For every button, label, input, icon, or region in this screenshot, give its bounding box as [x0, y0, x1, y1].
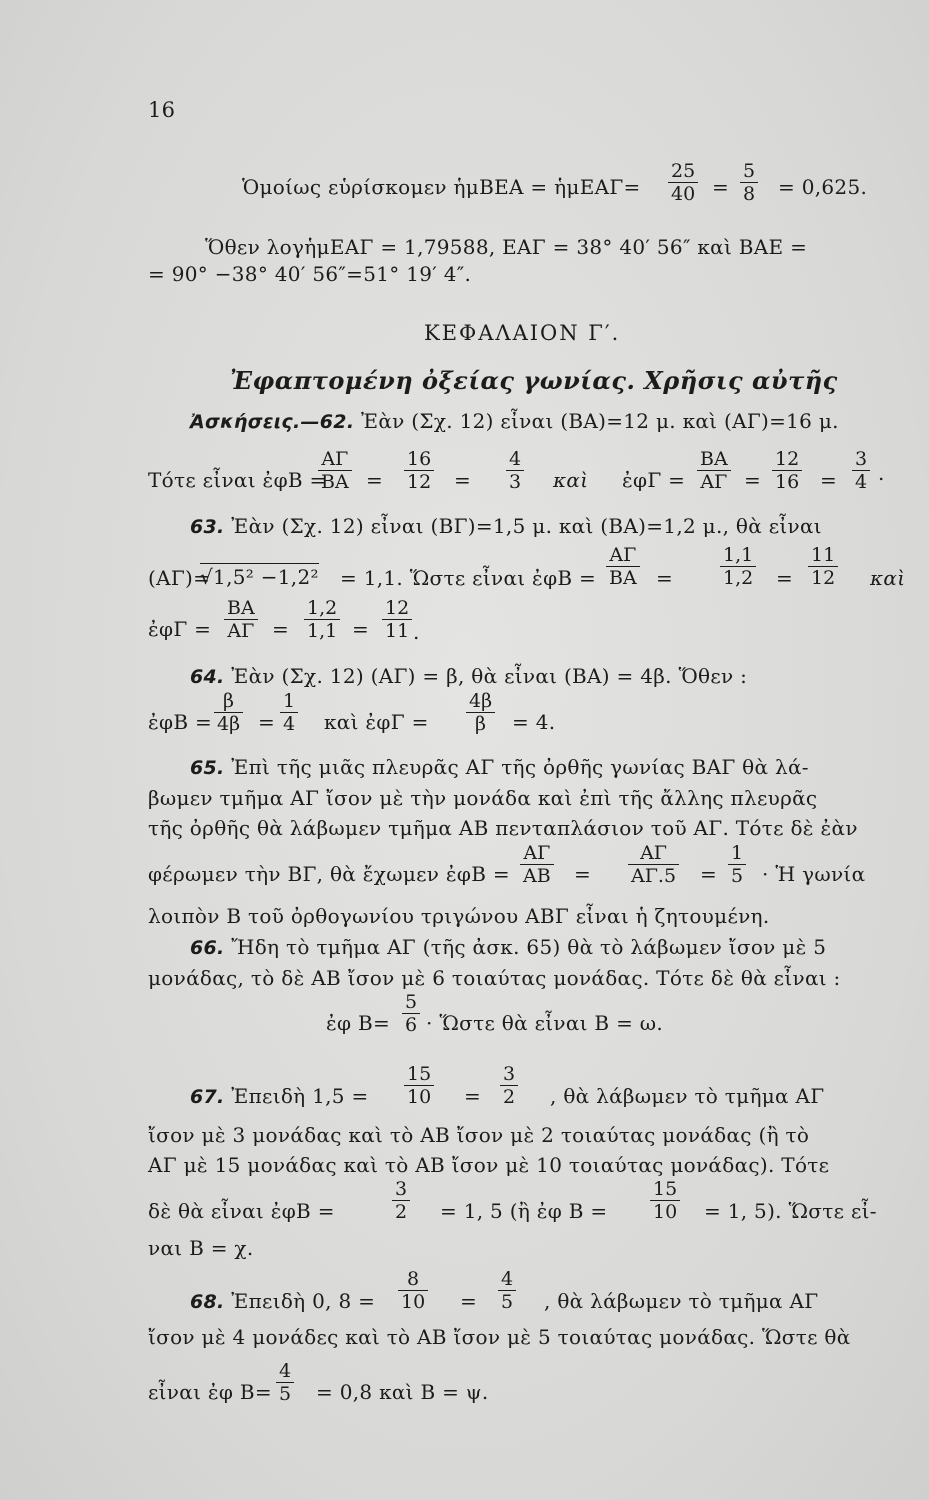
text-line: Ὁμοίως εὑρίσκομεν ἡμΒΕΑ = ἡμΕΑΓ=	[242, 175, 641, 199]
fraction: $\frac{25}{40}$	[668, 160, 698, 205]
text-line: λοιπὸν Β τοῦ ὀρθογωνίου τριγώνου ΑΒΓ εἶναι ἡ ζητουμένη.	[148, 904, 770, 928]
fraction: $\frac{4\beta}{\beta}$	[466, 690, 495, 735]
fraction: $\frac{15}{10}$	[404, 1063, 434, 1108]
text-line: μονάδας, τὸ δὲ ΑΒ ἴσον μὲ 6 τοιαύτας μονάδας. Τότε δὲ θὰ εἶναι :	[148, 966, 841, 990]
fraction: $\frac{8}{10}$	[398, 1268, 428, 1313]
fraction: $\frac{4}{5}$	[276, 1360, 294, 1405]
section-title: Ἐφαπτομένη ὀξείας γωνίας. Χρῆσις αὐτῆς	[230, 366, 838, 395]
page-number: 16	[148, 98, 176, 122]
text-line: Ὅθεν λογἡμΕΑΓ = 1,79588, ΕΑΓ = 38° 40′ 56″ καὶ ΒΑΕ =	[205, 235, 808, 259]
exercise-63: 63. Ἐὰν (Σχ. 12) εἶναι (ΒΓ)=1,5 μ. καὶ (ΒΑ)=1,2 μ., θὰ εἶναι	[190, 514, 822, 538]
fraction: $\frac{BA}{A\Gamma}$	[224, 597, 258, 642]
fraction: $\frac{11}{12}$	[808, 544, 838, 589]
exercise-67: 67. Ἐπειδὴ 1,5 =	[190, 1084, 369, 1108]
exercise-62: Ἀσκήσεις.—62. Ἐὰν (Σχ. 12) εἶναι (ΒΑ)=12 μ. καὶ (ΑΓ)=16 μ.	[190, 409, 839, 433]
fraction: $\frac{A\Gamma}{AB}$	[520, 842, 554, 887]
exercise-65: 65. Ἐπὶ τῆς μιᾶς πλευρᾶς ΑΓ τῆς ὀρθῆς γωνίας ΒΑΓ θὰ λά-	[190, 755, 809, 779]
exercise-68: 68. Ἐπειδὴ 0, 8 =	[190, 1289, 376, 1313]
text-line: ναι Β = χ.	[148, 1236, 254, 1260]
fraction: $\frac{5}{6}$	[402, 991, 420, 1036]
fraction: $\frac{4}{3}$	[506, 448, 524, 493]
text-line: = 90° −38° 40′ 56″=51° 19′ 4″.	[148, 262, 472, 286]
exercise-64: 64. Ἐὰν (Σχ. 12) (ΑΓ) = β, θὰ εἶναι (ΒΑ) = 4β. Ὅθεν :	[190, 664, 748, 688]
fraction: $\frac{A\Gamma}{BA}$	[606, 544, 640, 589]
fraction: $\frac{3}{2}$	[500, 1063, 518, 1108]
square-root: √1,5² −1,2²	[200, 565, 319, 589]
text-line: τῆς ὀρθῆς θὰ λάβωμεν τμῆμα ΑΒ πενταπλάσιον τοῦ ΑΓ. Τότε δὲ ἐὰν	[148, 816, 858, 840]
fraction: $\frac{3}{2}$	[392, 1178, 410, 1223]
text-line: βωμεν τμῆμα ΑΓ ἴσον μὲ τὴν μονάδα καὶ ἐπὶ τῆς ἄλλης πλευρᾶς	[148, 786, 818, 810]
fraction: $\frac{5}{8}$	[740, 160, 758, 205]
fraction: $\frac{1}{5}$	[728, 842, 746, 887]
fraction: $\frac{1,1}{1,2}$	[720, 544, 756, 589]
fraction: $\frac{A\Gamma}{A\Gamma.5}$	[628, 842, 679, 887]
text-line: ἴσον μὲ 4 μονάδες καὶ τὸ ΑΒ ἴσον μὲ 5 τοιαύτας μονάδας. Ὥστε θὰ	[148, 1325, 851, 1349]
fraction: $\frac{A\Gamma}{BA}$	[318, 448, 352, 493]
fraction: $\frac{15}{10}$	[650, 1178, 680, 1223]
exercise-66: 66. Ἤδη τὸ τμῆμα ΑΓ (τῆς ἀσκ. 65) θὰ τὸ λάβωμεν ἴσον μὲ 5	[190, 935, 827, 959]
chapter-heading: ΚΕΦΑΛΑΙΟΝ Γ′.	[424, 321, 621, 345]
fraction: $\frac{\beta}{4\beta}$	[214, 690, 243, 735]
text-line: ἴσον μὲ 3 μονάδας καὶ τὸ ΑΒ ἴσον μὲ 2 τοιαύτας μονάδας (ἢ τὸ	[148, 1123, 810, 1147]
fraction: $\frac{3}{4}$	[852, 448, 870, 493]
fraction: $\frac{1,2}{1,1}$	[304, 597, 340, 642]
fraction: $\frac{12}{11}$	[382, 597, 412, 642]
fraction: $\frac{12}{16}$	[772, 448, 802, 493]
fraction: $\frac{1}{4}$	[280, 690, 298, 735]
fraction: $\frac{4}{5}$	[498, 1268, 516, 1313]
book-page: 16 Ὁμοίως εὑρίσκομεν ἡμΒΕΑ = ἡμΕΑΓ= $\frac{25}{40}$ = $\frac{5}{8}$ = 0,625. Ὅθεν λογἡμΕΑΓ = 1,79588, ΕΑΓ = 38° 40′ 56″ καὶ ΒΑΕ = = 90° −38° 40′ 56″=51° 19′ 4″. ΚΕΦΑΛΑΙΟΝ Γ′. Ἐφαπτομένη ὀξείας γωνίας. Χρῆσις αὐτῆς Ἀσκήσεις.—62. Ἐὰν (Σχ. 12) εἶναι (ΒΑ)=12 μ. καὶ (ΑΓ)=16 μ. Τότε εἶναι ἐφΒ = $\frac{A\Gamma}{BA}$ = $\frac{16}{12}$ = $\frac{4}{3}$ καὶ ἐφΓ = $\frac{BA}{A\Gamma}$ = $\frac{12}{16}$ = $\frac{3}{4}$ . 63. Ἐὰν (Σχ. 12) εἶναι (ΒΓ)=1,5 μ. καὶ (ΒΑ)=1,2 μ., θὰ εἶναι (ΑΓ)= √1,5² −1,2² = 1,1. Ὥστε εἶναι ἐφΒ = $\frac{A\Gamma}{BA}$ = $\frac{1,1}{1,2}$ = $\frac{11}{12}$ καὶ ἐφΓ = $\frac{BA}{A\Gamma}$ = $\frac{1,2}{1,1}$ = $\frac{12}{11}$ . 64. Ἐὰν (Σχ. 12) (ΑΓ) = β, θὰ εἶναι (ΒΑ) = 4β. Ὅθεν : ἐφΒ = $\frac{\beta}{4\beta}$ = $\frac{1}{4}$ καὶ ἐφΓ = $\frac{4\beta}{\beta}$ = 4. 65. Ἐπὶ τῆς μιᾶς πλευρᾶς ΑΓ τῆς ὀρθῆς γωνίας ΒΑΓ θὰ λά- βωμεν τμῆμα ΑΓ ἴσον μὲ τὴν μονάδα καὶ ἐπὶ τῆς ἄλλης πλευρᾶς τῆς ὀρθῆς θὰ λάβωμεν τμῆμα ΑΒ πενταπλάσιον τοῦ ΑΓ. Τότε δὲ ἐὰν φέρωμεν τὴν ΒΓ, θὰ ἔχωμεν ἐφΒ = $\frac{A\Gamma}{AB}$ = $\frac{A\Gamma}{A\Gamma.5}$ = $\frac{1}{5}$ · Ἡ γωνία λοιπὸν Β τοῦ ὀρθογωνίου τριγώνου ΑΒΓ εἶναι ἡ ζητουμένη. 66. Ἤδη τὸ τμῆμα ΑΓ (τῆς ἀσκ. 65) θὰ τὸ λάβωμεν ἴσον μὲ 5 μονάδας, τὸ δὲ ΑΒ ἴσον μὲ 6 τοιαύτας μονάδας. Τότε δὲ θὰ εἶναι : ἐφ Β= $\frac{5}{6}$ · Ὥστε θὰ εἶναι Β = ω. 67. Ἐπειδὴ 1,5 = $\frac{15}{10}$ = $\frac{3}{2}$ , θὰ λάβωμεν τὸ τμῆμα ΑΓ ἴσον μὲ 3 μονάδας καὶ τὸ ΑΒ ἴσον μὲ 2 τοιαύτας μονάδας (ἢ τὸ ΑΓ μὲ 15 μονάδας καὶ τὸ ΑΒ ἴσον μὲ 10 τοιαύτας μονάδας). Τότε δὲ θὰ εἶναι ἐφΒ = $\frac{3}{2}$ = 1, 5 (ἢ ἐφ Β = $\frac{15}{10}$ = 1, 5). Ὥστε εἶ- ναι Β = χ. 68. Ἐπειδὴ 0, 8 = $\frac{8}{10}$ = $\frac{4}{5}$ , θὰ λάβωμεν τὸ τμῆμα ΑΓ ἴσον μὲ 4 μονάδες καὶ τὸ ΑΒ ἴσον μὲ 5 τοιαύτας μονάδας. Ὥστε θὰ εἶναι ἐφ Β= $\frac{4}{5}$ = 0,8 καὶ Β = ψ.	[0, 0, 929, 1500]
fraction: $\frac{BA}{A\Gamma}$	[697, 448, 731, 493]
text-line: ΑΓ μὲ 15 μονάδας καὶ τὸ ΑΒ ἴσον μὲ 10 τοιαύτας μονάδας). Τότε	[148, 1153, 830, 1177]
fraction: $\frac{16}{12}$	[404, 448, 434, 493]
